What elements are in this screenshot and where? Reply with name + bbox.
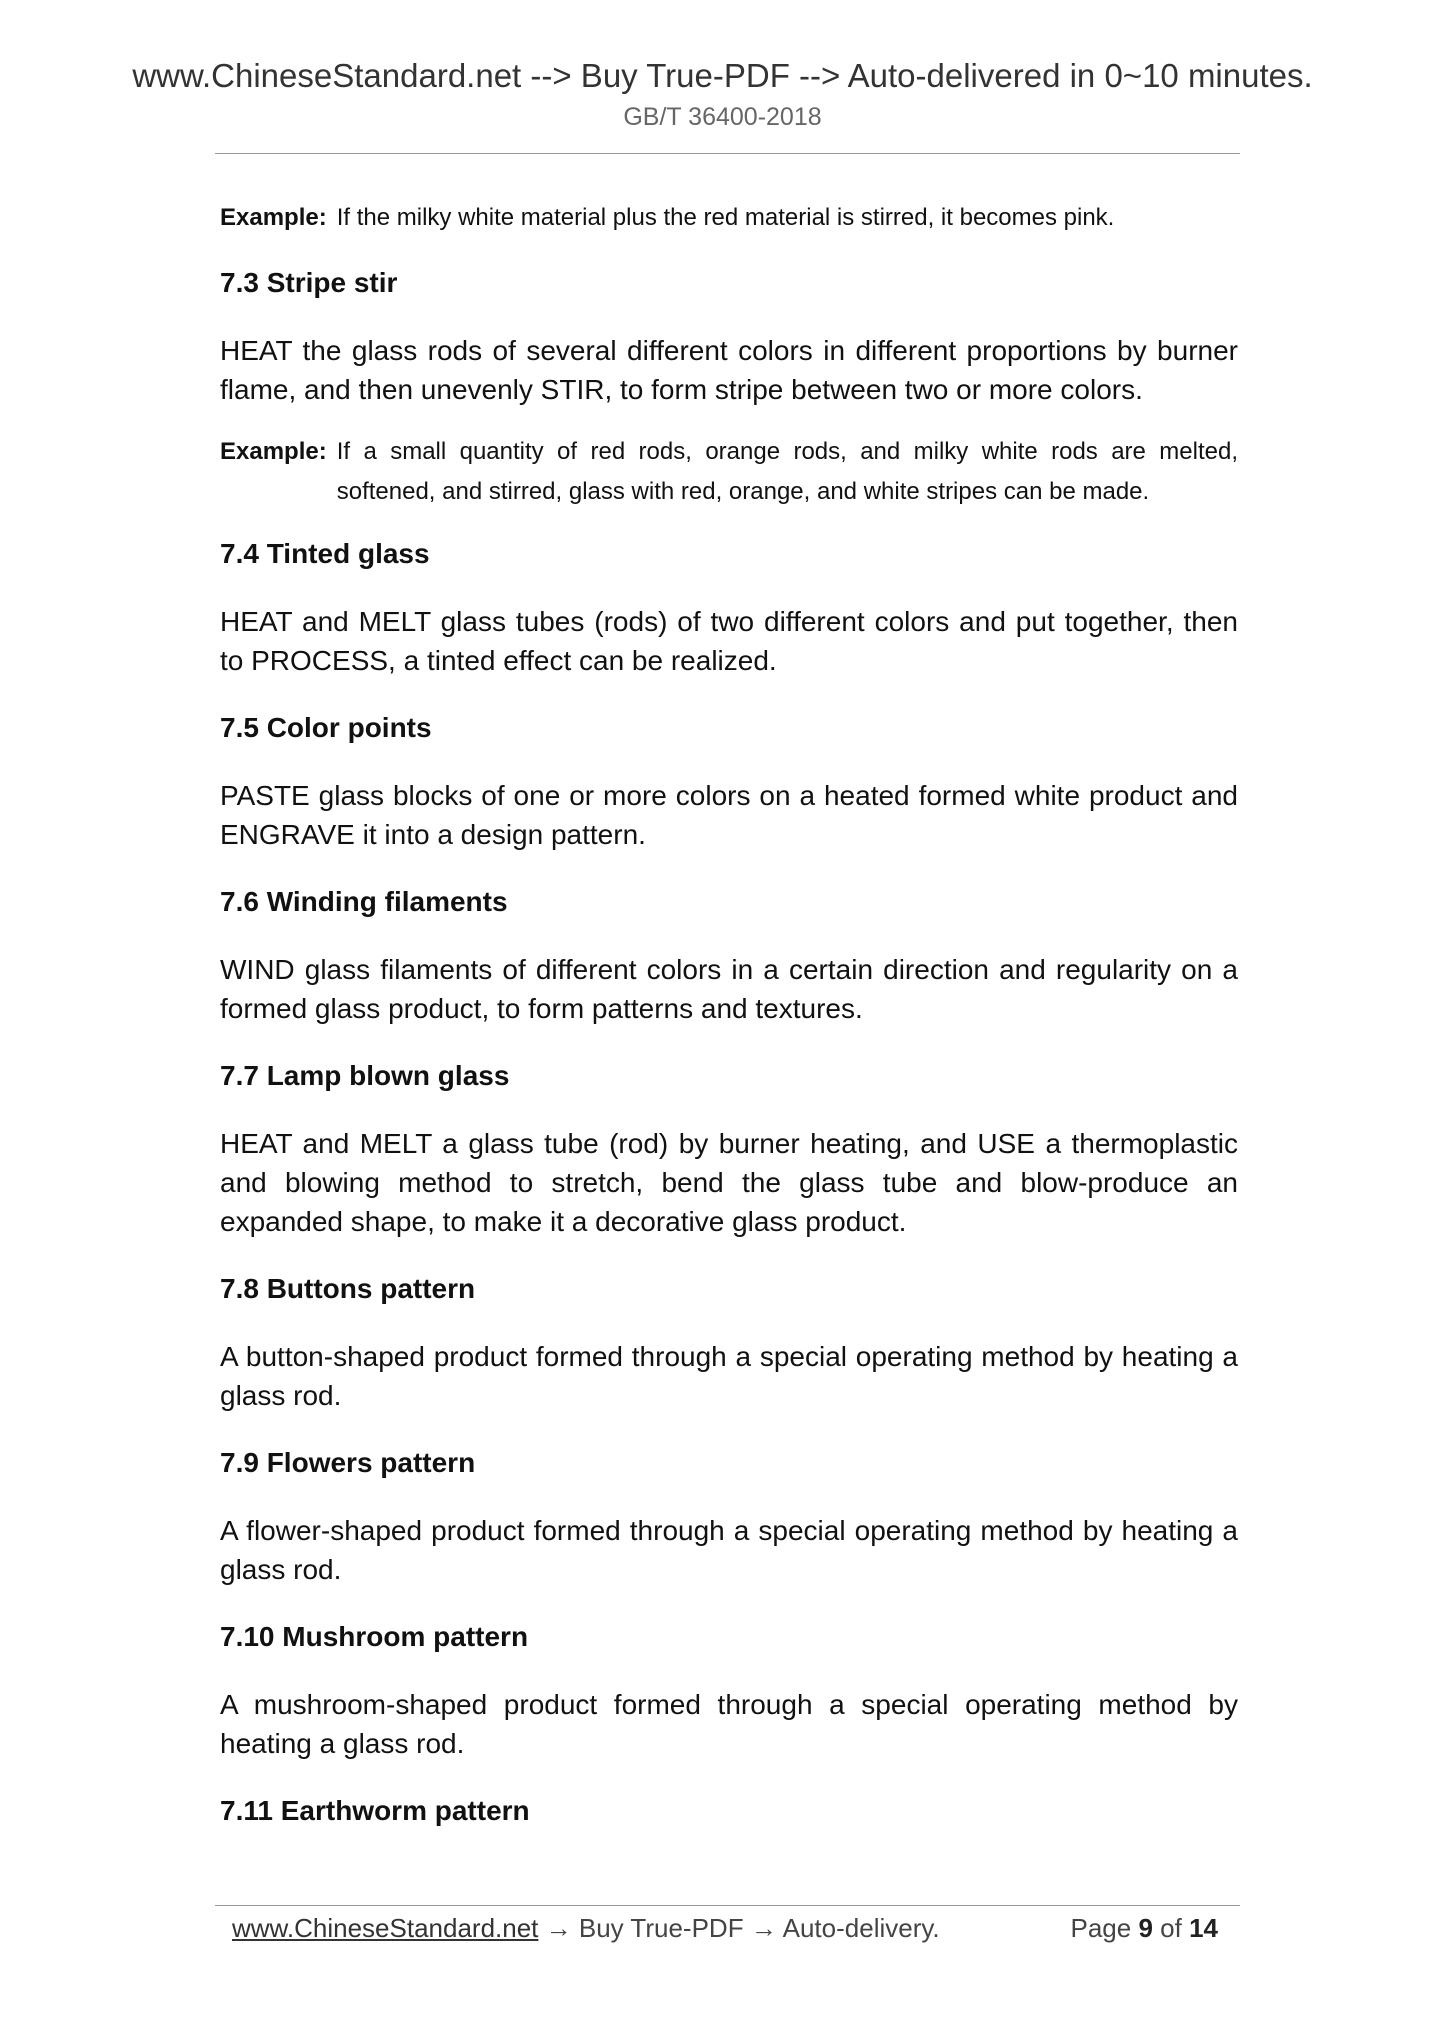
section-title-7-10: 7.10 Mushroom pattern	[220, 1621, 529, 1652]
section-title-7-4: 7.4 Tinted glass	[220, 538, 430, 569]
section-title-7-5: 7.5 Color points	[220, 712, 432, 743]
section-text-7-7: HEAT and MELT a glass tube (rod) by burner heating, and USE a thermoplastic and blowing method to stretch, bend the glass tube and blow-produce an expanded shape, to make it a decorative glass product.	[220, 1128, 1238, 1237]
page-total: 14	[1189, 1913, 1218, 1943]
header-divider	[215, 153, 1240, 154]
section-title-7-7: 7.7 Lamp blown glass	[220, 1060, 510, 1091]
section-text-7-4: HEAT and MELT glass tubes (rods) of two different colors and put together, then to PROCESS, a tinted effect can be realized.	[220, 606, 1238, 676]
page-content	[220, 196, 1238, 1831]
section-text-7-8: A button-shaped product formed through a special operating method by heating a glass rod.	[220, 1341, 1238, 1411]
top-banner[interactable]: www.ChineseStandard.net --> Buy True-PDF --> Auto-delivered in 0~10 minutes.	[132, 57, 1313, 94]
example-text: If the milky white material plus the red material is stirred, it becomes pink.	[336, 204, 1115, 231]
standard-code: GB/T 36400-2018	[623, 103, 822, 131]
page-label: Page	[1070, 1913, 1132, 1943]
section-text-7-5: PASTE glass blocks of one or more colors on a heated formed white product and ENGRAVE it into a design pattern.	[220, 780, 1238, 850]
footer-buy-text: Buy True-PDF	[578, 1913, 744, 1943]
example-label: Example:	[220, 204, 327, 231]
example-text: If a small quantity of red rods, orange rods, and milky white rods are melted, softened, and stirred, glass with red, orange, and white stripes can be made.	[336, 438, 1238, 505]
section-title-7-8: 7.8 Buttons pattern	[220, 1273, 476, 1304]
of-label: of	[1160, 1913, 1182, 1943]
example-label: Example:	[220, 438, 327, 465]
section-title-7-3: 7.3 Stripe stir	[220, 267, 398, 298]
section-text-7-3: HEAT the glass rods of several different colors in different proportions by burner flame, and then unevenly STIR, to form stripe between two or more colors.	[220, 335, 1238, 405]
page-number: 9	[1138, 1913, 1153, 1943]
section-text-7-6: WIND glass filaments of different colors in a certain direction and regularity on a formed glass product, to form patterns and textures.	[220, 954, 1238, 1024]
footer-site-link[interactable]: www.ChineseStandard.net	[232, 1913, 539, 1943]
page-indicator	[1070, 1908, 1218, 1948]
section-title-7-11: 7.11 Earthworm pattern	[220, 1795, 530, 1826]
footer-links	[232, 1908, 940, 1948]
section-title-7-6: 7.6 Winding filaments	[220, 886, 508, 917]
example-note	[220, 198, 1238, 238]
section-text-7-9: A flower-shaped product formed through a special operating method by heating a glass rod.	[220, 1515, 1238, 1585]
arrow-right-icon: →	[750, 1913, 777, 1943]
arrow-right-icon: →	[545, 1913, 572, 1943]
footer-divider	[215, 1905, 1240, 1906]
section-text-7-10: A mushroom-shaped product formed through a special operating method by heating a glass rod.	[220, 1689, 1238, 1759]
footer-delivery-text: Auto-delivery.	[782, 1913, 940, 1943]
example-note	[220, 432, 1238, 512]
section-title-7-9: 7.9 Flowers pattern	[220, 1447, 476, 1478]
